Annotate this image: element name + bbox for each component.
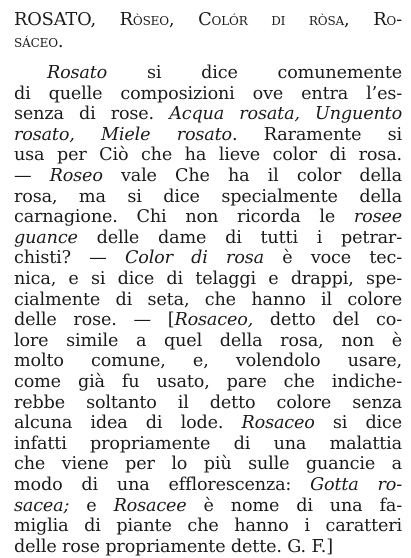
entry-body-line (14, 350, 402, 372)
italic-term: Rosaceo (241, 413, 315, 434)
entry-body-line (14, 62, 402, 84)
entry-term-color-di-rosa: Colór di ròsa, (198, 9, 350, 30)
text-run: e (69, 495, 114, 516)
entry-body-line (14, 309, 402, 331)
entry-body-line (14, 474, 402, 496)
text-run: modo di una efflorescenza: (14, 475, 311, 495)
text-run: vale Che ha il color della (102, 166, 402, 186)
entry-heading-line-1 (14, 9, 402, 31)
text-run: — (14, 166, 50, 186)
italic-term: Rosaceo, (174, 310, 254, 331)
entry-body-line (14, 247, 402, 269)
entry-body-line (14, 124, 402, 146)
text-run: nica, e si dice di telaggi e drappi, spe- (14, 269, 402, 289)
italic-term: Roseo (49, 166, 103, 186)
italic-term: Gotta ro- (310, 475, 403, 495)
italic-term: guance (14, 227, 78, 248)
entry-body-line (14, 536, 402, 558)
italic-term: rosato, Miele rosato (14, 124, 232, 145)
text-run: delle dame di tutti i petrar- (77, 227, 402, 248)
entry-body-line (14, 144, 402, 166)
text-run: che viene per lo più sulle guancie a (14, 454, 402, 475)
text-run: come già fu usato, pare che indiche- (14, 372, 402, 392)
text-run: è nome di una fa- (186, 495, 402, 516)
italic-term: Rosacee (113, 495, 187, 516)
entry-body-line (14, 371, 402, 393)
entry-term-rosato: ROSATO, (14, 9, 97, 30)
text-run: si dice comunemente (107, 63, 402, 83)
entry-body-line (14, 186, 402, 208)
text-run: carnagione. Chi non ricorda le (14, 207, 354, 228)
entry-body-line (14, 412, 402, 434)
entry-body-line (14, 330, 402, 352)
italic-term: Acqua rosata, Unguento (169, 104, 403, 125)
entry-body-line (14, 433, 402, 455)
text-run: . Raramente si (231, 124, 402, 145)
text-run: è voce tec- (263, 248, 402, 269)
text-run: delle rose propriamente dette. G. F.] (14, 536, 333, 557)
italic-term: Rosato (47, 63, 108, 83)
text-run: molto comune, e, volendolo usare, (14, 351, 402, 372)
text-run: rebbe soltanto il detto colore senza (14, 392, 402, 413)
entry-term-roseo: Ròseo, (119, 9, 175, 30)
text-run: rosa, ma si dice specialmente della (14, 186, 402, 207)
text-run: usa per Ciò che ha lieve color di rosa. (14, 145, 402, 166)
text-run: miglia di piante che hanno i caratteri (14, 516, 402, 537)
italic-term: Color di rosa (124, 248, 264, 269)
entry-body-line (14, 453, 402, 475)
entry-body-line (14, 495, 402, 517)
text-run: infatti propriamente di una malattia (14, 433, 402, 454)
entry-heading-line-2: sáceo. (14, 31, 64, 52)
entry-body-line (14, 227, 402, 249)
italic-term: sacea; (14, 495, 70, 516)
text-run: detto del co- (253, 310, 402, 331)
text-run: senza di rose. (14, 104, 170, 125)
entry-body-line (14, 103, 402, 125)
text-run: lore simile a quel della rosa, non è (14, 330, 402, 351)
entry-body-line (14, 165, 402, 187)
text-run: chisti? — (14, 248, 125, 269)
text-run: cialmente di seta, che hanno il colore (14, 289, 402, 310)
entry-body-line (14, 515, 402, 537)
text-run: di quelle composizioni ove entra l’es- (14, 83, 402, 104)
entry-body-line (14, 268, 402, 290)
italic-term: rosee (353, 207, 402, 228)
text-run: si dice (314, 413, 403, 434)
text-run: alcuna idea di lode. (14, 413, 242, 434)
text-run: delle rose. — [ (14, 310, 175, 331)
entry-body-line (14, 392, 402, 414)
entry-body-line (14, 83, 402, 105)
entry-body-line (14, 206, 402, 228)
entry-term-rosaceo-part-1: Ro- (373, 9, 402, 30)
entry-body-line (14, 289, 402, 311)
